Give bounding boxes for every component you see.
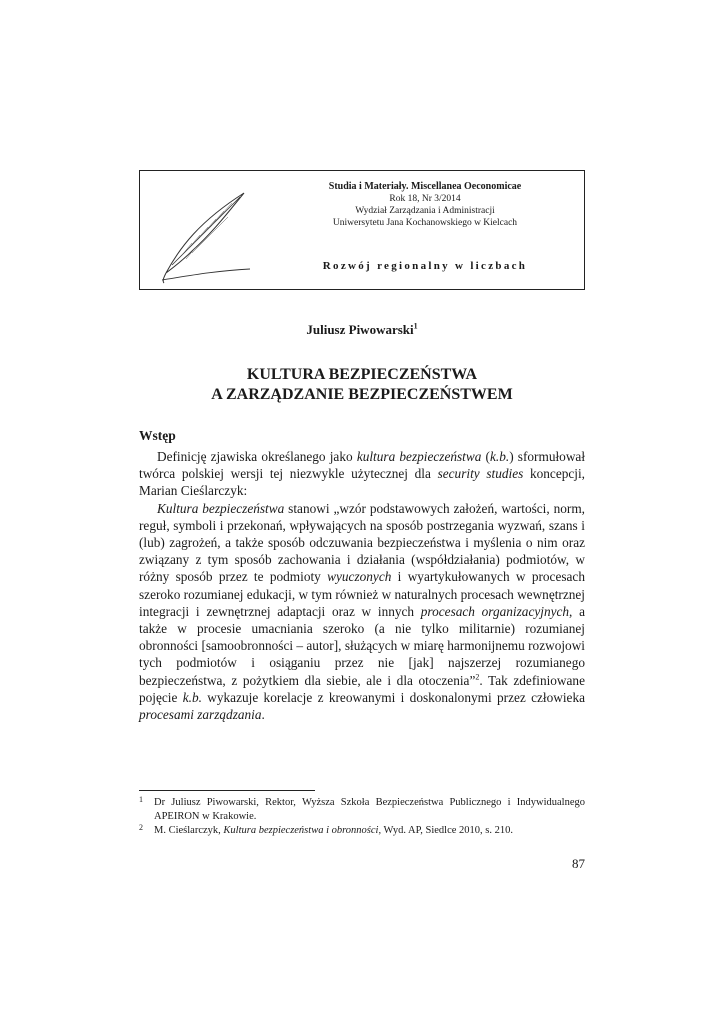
journal-issue: Rok 18, Nr 3/2014 [389,194,461,204]
footnote-number: 2 [139,823,143,832]
journal-faculty: Wydział Zarządzania i Administracji [355,206,495,216]
footnote-divider [139,790,315,791]
body-text [139,448,585,723]
page-number: 87 [572,856,585,871]
author-footnote-ref[interactable]: 1 [413,321,418,331]
footnotes [139,796,585,839]
footnote-ref-2[interactable]: 2 [475,672,480,682]
footnote: 1 Dr Juliusz Piwowarski, Rektor, Wyższa Szkoła Bezpieczeństwa Publicznego i Indywidualnego APEIRON w Krakowie. [139,795,585,822]
journal-section: Rozwój regionalny w liczbach [322,260,528,272]
article-title [0,365,724,405]
quill-icon [152,185,252,285]
journal-header-box [139,170,585,290]
footnote-number: 1 [139,795,143,804]
title-line-2: A ZARZĄDZANIE BEZPIECZEŃSTWEM [211,386,513,403]
paragraph-1: Definicję zjawiska określanego jako kultura bezpieczeństwa (k.b.) sformułował twórca polskiej wersji tej niezwykle użytecznej dla security studies koncepcji, Marian Cieślarczyk: [139,449,586,499]
footnote: 2 M. Cieślarczyk, Kultura bezpieczeństwa i obronności, Wyd. AP, Siedlce 2010, s. 210. [139,823,513,836]
author-name: Juliusz Piwowarski [306,322,414,337]
section-heading: Wstęp [139,428,176,443]
journal-name: Studia i Materiały. Miscellanea Oeconomicae [328,181,522,192]
author-line [0,322,724,338]
paragraph-2: Kultura bezpieczeństwa stanowi „wzór podstawowych założeń, wartości, norm, reguł, symboli i przekonań, wpływających na sposób postrzegania wyzwań, szans i (lub) zagrożeń, a także sposób odczuwania bezpieczeństwa i myślenia o nim oraz związany z tym sposób zachowania i działania (współdziałania) podmiotów, w różny sposób przez te podmioty wyuczonych i wyartykułowanych w procesach szeroko rozumianej edukacji, w tym również w naturalnych procesach wewnętrznej integracji i zewnętrznej adaptacji oraz w innych procesach organizacyjnych, a także w procesie umacniania szeroko (a nie tylko militarnie) rozumianej obronności [samoobronności – autor], służących w miarę harmonijnemu rozwojowi tych podmiotów i osiąganiu przez nie [jak] najszerzej rozumianego bezpieczeństwa, z pożytkiem dla siebie, ale i dla otoczenia”$^2$. Tak zdefiniowane pojęcie k.b. wykazuje korelacje z kreowanymi i doskonalonymi przez człowieka procesami zarządzania. [139,500,586,723]
journal-university: Uniwersytetu Jana Kochanowskiego w Kielcach [332,218,518,228]
title-line-1: KULTURA BEZPIECZEŃSTWA [246,366,478,383]
